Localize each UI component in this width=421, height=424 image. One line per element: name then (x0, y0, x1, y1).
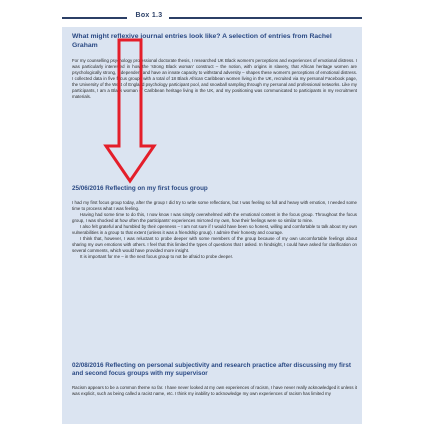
down-arrow-icon (103, 38, 157, 184)
box-title: What might reflexive journal entries look like? A selection of entries from Rachel Graham (72, 33, 332, 49)
paragraph: Having had some time to do this, I now know I was simply overwhelmed with the emotional content in the focus group. Throughout the focus group, I was shocked at how often the participants' experiences mirrored my own, how their feelings were so similar to mine. (72, 212, 357, 223)
paragraph: I had my first focus group today, after the group I did try to write some reflections, but I was feeling so full and heavy with emotion, I needed some time to process what I was feeling. (72, 200, 357, 211)
section-body-focus-group (72, 200, 357, 260)
paragraph: I think that, however, I was reluctant to probe deeper with some members of the group because of my own uncomfortable feelings about sharing my own emotions with others. I feel that this limited the types of questions that I asked. In hindsight, I could have asked for clarification on several comments, which would have provided more insight. (72, 236, 357, 253)
paragraph: Racism appears to be a common theme so far. I have never looked at my own experiences of racism, I have never really acknowledged it unless it was explicit, such as being called a racist name, etc. I think my inability to acknowledge my own experiences of racism has limited my (72, 385, 357, 396)
box-label: Box 1.3 (135, 12, 163, 19)
section-body-supervisor (72, 385, 357, 397)
section-heading-supervisor: 02/08/2016 Reflecting on personal subjectivity and research practice after discussing my first and second focus groups with my supervisor (72, 362, 351, 378)
intro-paragraph: For my counselling psychology professional doctorate thesis, I researched UK Black women's perceptions and experiences of emotional distress. I was particularly interested in how the 'strong Black woman' construct – the notion, with origins in slavery, that African heritage women are psychologically strong, independent and have an innate capacity to withstand adversity – shapes these women's perceptions of emotional distress. I collected data in five focus groups with a total of 18 Black African Caribbean women living in the UK, recruited via my personal Facebook page, the University of the West of England psychology participant pool, and snowball sampling through my personal and professional networks. Like my participants, I am a Black woman of Caribbean heritage living in the UK, and my positioning was communicated to participants in my recruitment materials. (72, 58, 357, 99)
paragraph: It is important for me – in the next focus group to not be afraid to probe deeper. (80, 254, 234, 259)
header-rule-left (62, 17, 127, 19)
header-rule-right (169, 17, 362, 19)
paragraph: I also felt grateful and humbled by their openness – I am not sure if I would have been so honest, willing and comfortable to talk about my own vulnerabilities in a group to that extent (unless it was a friendship group). I admire their honesty and courage. (72, 224, 357, 235)
section-heading-focus-group: 25/06/2016 Reflecting on my first focus group (72, 185, 208, 192)
box-header (62, 12, 362, 24)
